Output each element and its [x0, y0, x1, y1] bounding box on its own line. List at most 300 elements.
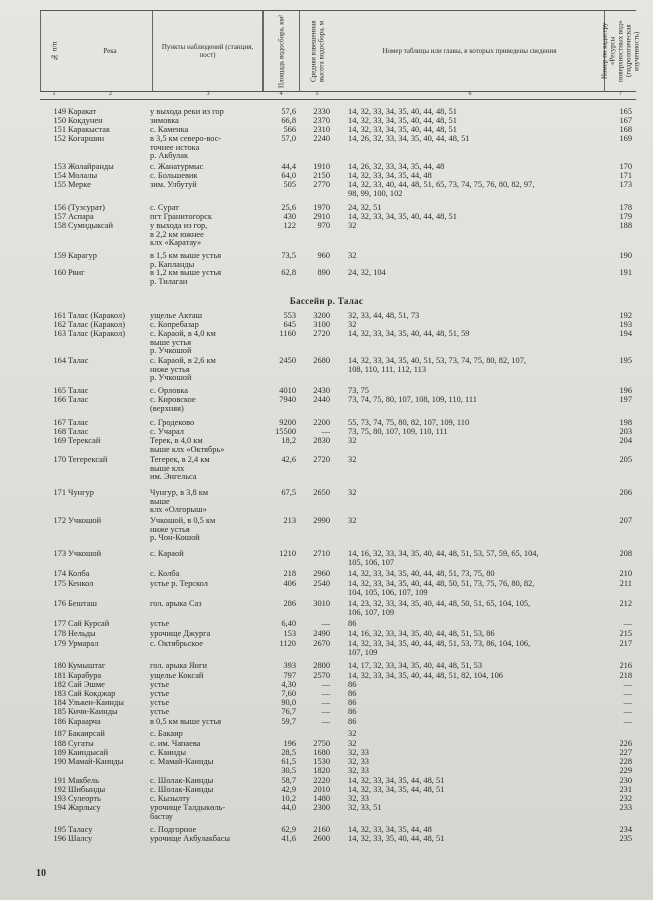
catchment-area: 122 — [283, 221, 296, 230]
cadastre-number: — — [623, 698, 632, 707]
cadastre-number: 208 — [619, 549, 632, 558]
mean-height: 2440 — [313, 395, 330, 404]
river-name: Кумыштаг — [68, 661, 106, 670]
observation-post-line: с. Мамай-Каинды — [150, 757, 214, 766]
reference-line: 106, 107, 109 — [348, 607, 395, 617]
row-number: 183 — [53, 689, 66, 698]
observation-post-line: устье р. Терскол — [150, 579, 208, 588]
observation-post — [150, 269, 262, 286]
observation-post-line: с. Подгорное — [150, 825, 197, 834]
cadastre-number: 168 — [619, 125, 632, 134]
cadastre-number: 230 — [619, 776, 632, 785]
reference-line: 14, 16, 32, 33, 34, 35, 40, 44, 48, 51, 53, 86 — [348, 629, 495, 638]
cadastre-number: — — [623, 680, 632, 689]
reference-numbers — [348, 630, 608, 639]
catchment-area: 62,8 — [281, 268, 296, 277]
mean-height: 2310 — [313, 125, 330, 134]
catchment-area: 196 — [283, 739, 296, 748]
reference-line: 32, 33 — [348, 766, 369, 775]
catchment-area: 42,9 — [281, 785, 296, 794]
reference-line: 32 — [348, 221, 357, 230]
cadastre-number: 229 — [619, 766, 632, 775]
catchment-area: 393 — [283, 661, 296, 670]
row-number: 185 — [53, 707, 66, 716]
reference-numbers — [348, 600, 608, 617]
observation-post — [150, 396, 262, 413]
observation-post-line: ниже устья — [150, 524, 190, 534]
river-name: Сай Эшме — [68, 680, 105, 689]
mean-height: 2910 — [313, 212, 330, 221]
table-header — [40, 10, 641, 92]
observation-post — [150, 181, 262, 190]
reference-line: 32 — [348, 739, 357, 748]
observation-post — [150, 489, 262, 515]
cadastre-number: 235 — [619, 834, 632, 843]
cadastre-number: 170 — [619, 162, 632, 171]
river-name: Талас — [68, 418, 89, 427]
reference-line: 32 — [348, 320, 357, 329]
reference-numbers — [348, 135, 608, 144]
observation-post-line: Чунгур, в 3,8 км — [150, 488, 209, 497]
column-number: 5 — [315, 91, 319, 97]
mean-height: 2010 — [313, 785, 330, 794]
mean-height: 1910 — [313, 162, 330, 171]
cadastre-number: 207 — [619, 516, 632, 525]
row-number: 170 — [53, 455, 66, 464]
observation-post-line: в 1,5 км выше устья — [150, 251, 222, 260]
reference-numbers — [348, 312, 608, 321]
reference-line: 14, 32, 33, 35, 40, 44, 48, 51 — [348, 834, 445, 843]
observation-post-line: выше клх — [150, 463, 185, 473]
page-number: 10 — [36, 868, 46, 879]
mean-height: 2150 — [313, 171, 330, 180]
row-number: 165 — [53, 386, 66, 395]
reference-line: 104, 105, 106, 107, 109 — [348, 587, 428, 597]
row-number: 188 — [53, 739, 66, 748]
observation-post — [150, 835, 262, 844]
mean-height: 2600 — [313, 834, 330, 843]
mean-height: 2720 — [313, 455, 330, 464]
river-name: Бешташ — [68, 599, 97, 608]
row-number: 181 — [53, 671, 66, 680]
mean-height: — — [321, 680, 330, 689]
catchment-area: 64,0 — [281, 171, 296, 180]
mean-height: 2670 — [313, 639, 330, 648]
row-number: 153 — [53, 162, 66, 171]
catchment-area: 61,5 — [281, 757, 296, 766]
catchment-area: 44,0 — [281, 803, 296, 812]
observation-post-line: Учкошой, в 0,5 км — [150, 516, 216, 525]
observation-post — [150, 330, 262, 356]
observation-post-line: в 3,5 км северо-вос- — [150, 134, 222, 143]
river-name: Сай Курсай — [68, 619, 110, 628]
row-number: 192 — [53, 785, 66, 794]
reference-numbers — [348, 222, 608, 231]
catchment-area: 76,7 — [281, 707, 296, 716]
river-name: Жарлысу — [68, 803, 101, 812]
catchment-area: 406 — [283, 579, 296, 588]
reference-line: 14, 32, 33, 34, 35, 44, 48 — [348, 171, 432, 180]
observation-post-line: ущелье Акташ — [150, 311, 203, 320]
row-number: 195 — [53, 825, 66, 834]
header-height: Средняя взвешенная высота водосбора, м — [299, 11, 335, 91]
observation-post-line: точнее истока — [150, 142, 200, 152]
column-number: 2 — [109, 91, 112, 97]
mean-height: 2750 — [313, 739, 330, 748]
river-name: Колба — [68, 569, 90, 578]
mean-height: 2370 — [313, 116, 330, 125]
reference-numbers — [348, 181, 608, 198]
row-number: 180 — [53, 661, 66, 670]
river-name: Талас — [68, 386, 89, 395]
river-name: Жолайранды — [68, 162, 114, 171]
observation-post-line: ущелье Коксай — [150, 671, 204, 680]
reference-line: 32 — [348, 251, 357, 260]
cadastre-number: 203 — [619, 427, 632, 436]
catchment-area: 73,5 — [281, 251, 296, 260]
observation-post-line: с. Сурат — [150, 203, 179, 212]
river-name: Талас — [68, 356, 89, 365]
reference-line: 86 — [348, 707, 357, 716]
row-number: 150 — [53, 116, 66, 125]
river-name: Мамай-Каинды — [68, 757, 124, 766]
row-number: 166 — [53, 395, 66, 404]
cadastre-number: 212 — [619, 599, 632, 608]
river-name: Макбель — [68, 776, 99, 785]
river-name: (Тузсурат) — [68, 203, 105, 212]
reference-line: 32 — [348, 729, 357, 738]
catchment-area: 286 — [283, 599, 296, 608]
observation-post-line: у выхода реки из гор — [150, 107, 224, 116]
catchment-area: 1120 — [279, 639, 296, 648]
reference-numbers — [348, 213, 608, 222]
mean-height: — — [321, 427, 330, 436]
observation-post-line: р. Учкошой — [150, 346, 192, 356]
observation-post-line: устье — [150, 619, 170, 628]
cadastre-number: 232 — [619, 794, 632, 803]
reference-line: 73, 74, 75, 80, 107, 108, 109, 110, 111 — [348, 395, 477, 404]
row-number: 186 — [53, 717, 66, 726]
observation-post-line: с. Караой, в 4,0 км — [150, 329, 216, 338]
reference-numbers — [348, 804, 608, 813]
catchment-area: 505 — [283, 180, 296, 189]
reference-numbers — [348, 252, 608, 261]
reference-numbers — [348, 456, 608, 465]
river-name: Шалсу — [68, 834, 93, 843]
catchment-area: 66,8 — [281, 116, 296, 125]
reference-line: 98, 99, 100, 102 — [348, 188, 403, 198]
row-number: 194 — [53, 803, 66, 812]
observation-post-line: Терек, в 4,0 км — [150, 436, 203, 445]
river-name: Бакаирсай — [68, 729, 105, 738]
observation-post-line: с. Караой — [150, 549, 184, 558]
reference-line: 86 — [348, 680, 357, 689]
row-number: 152 — [53, 134, 66, 143]
cadastre-number: 197 — [619, 395, 632, 404]
mean-height: 2800 — [313, 661, 330, 670]
observation-post-line: в 2,2 км южнее — [150, 229, 204, 239]
observation-post — [150, 135, 262, 161]
catchment-area: 44,4 — [281, 162, 296, 171]
reference-numbers — [348, 835, 608, 844]
observation-post-line: устье — [150, 680, 170, 689]
observation-post — [150, 580, 262, 589]
river-name: Карагур — [68, 251, 97, 260]
row-number: 176 — [53, 599, 66, 608]
mean-height: 2650 — [313, 488, 330, 497]
reference-numbers — [348, 269, 608, 278]
river-name: Таласу — [68, 825, 93, 834]
observation-post-line: устье — [150, 689, 170, 698]
row-number: 154 — [53, 171, 66, 180]
row-number: 167 — [53, 418, 66, 427]
observation-post-line: в 1,2 км выше устья — [150, 268, 222, 277]
reference-line: 32, 33 — [348, 748, 369, 757]
catchment-area: 67,5 — [281, 488, 296, 497]
reference-line: 86 — [348, 619, 357, 628]
river-name: Талас — [68, 427, 89, 436]
observation-post-line: с. Копребазар — [150, 320, 199, 329]
observation-post — [150, 550, 262, 559]
reference-line: 14, 32, 33, 34, 35, 40, 44, 48, 51 — [348, 107, 457, 116]
row-number: 157 — [53, 212, 66, 221]
catchment-area: 4010 — [279, 386, 296, 395]
observation-post-line: р. Чон-Кошой — [150, 533, 200, 543]
catchment-area: 218 — [283, 569, 296, 578]
catchment-area: 90,0 — [281, 698, 296, 707]
reference-line: 73, 75, 80, 107, 109, 110, 111 — [348, 427, 448, 436]
observation-post — [150, 804, 262, 821]
cadastre-number: 179 — [619, 212, 632, 221]
river-name: Улькен-Каинды — [68, 698, 124, 707]
reference-numbers — [348, 620, 608, 629]
cadastre-number: 227 — [619, 748, 632, 757]
reference-numbers — [348, 437, 608, 446]
observation-post — [150, 630, 262, 639]
reference-line: 32 — [348, 436, 357, 445]
observation-post-line: р. Капланды — [150, 259, 195, 269]
observation-post-line: с. Кировское — [150, 395, 196, 404]
reference-line: 32 — [348, 488, 357, 497]
observation-post-line: урочище Талдыкөль- — [150, 803, 226, 812]
cadastre-number: 205 — [619, 455, 632, 464]
cadastre-number: 218 — [619, 671, 632, 680]
observation-post-line: зим. Улбутуй — [150, 180, 197, 189]
row-number: 171 — [53, 488, 66, 497]
reference-numbers — [348, 357, 608, 374]
cadastre-number: 231 — [619, 785, 632, 794]
row-number: 169 — [53, 436, 66, 445]
catchment-area: 10,2 — [281, 794, 296, 803]
cadastre-number: 216 — [619, 661, 632, 670]
reference-line: 14, 32, 33, 34, 35, 40, 44, 48, 51 — [348, 125, 457, 134]
header-area: Площадь водосбора, км² — [263, 11, 299, 91]
reference-line: 14, 32, 33, 34, 35, 44, 48, 51 — [348, 776, 445, 785]
reference-line: 86 — [348, 698, 357, 707]
catchment-area: 28,5 — [281, 748, 296, 757]
reference-numbers — [348, 330, 608, 339]
observation-post-line: пгт Гранитогорск — [150, 212, 212, 221]
catchment-area: 42,6 — [281, 455, 296, 464]
observation-post-line: (верхняя) — [150, 403, 184, 413]
row-number: 151 — [53, 125, 66, 134]
row-number: 168 — [53, 427, 66, 436]
observation-post — [150, 570, 262, 579]
observation-post — [150, 662, 262, 671]
catchment-area: 6,40 — [281, 619, 296, 628]
observation-post — [150, 730, 262, 739]
catchment-area: 1160 — [279, 329, 296, 338]
cadastre-number: 195 — [619, 356, 632, 365]
observation-post — [150, 252, 262, 269]
observation-post-line: с. Жанатурмыс — [150, 162, 204, 171]
observation-post — [150, 758, 262, 767]
cadastre-number: — — [623, 707, 632, 716]
observation-post-line: им. Энгельса — [150, 472, 197, 482]
observation-post-line: с. Каинды — [150, 748, 186, 757]
row-number: 158 — [53, 221, 66, 230]
column-number: 7 — [619, 91, 622, 97]
cadastre-number: 196 — [619, 386, 632, 395]
header-river: Река — [68, 11, 153, 91]
mean-height: — — [321, 707, 330, 716]
mean-height: — — [321, 717, 330, 726]
reference-numbers — [348, 690, 608, 699]
catchment-area: 430 — [283, 212, 296, 221]
cadastre-number: 167 — [619, 116, 632, 125]
cadastre-number: 171 — [619, 171, 632, 180]
catchment-area: 62,9 — [281, 825, 296, 834]
cadastre-number: 228 — [619, 757, 632, 766]
catchment-area: 9200 — [279, 418, 296, 427]
cadastre-number: — — [623, 619, 632, 628]
cadastre-number: 233 — [619, 803, 632, 812]
mean-height: 1480 — [313, 794, 330, 803]
mean-height: — — [321, 689, 330, 698]
cadastre-number: 234 — [619, 825, 632, 834]
column-numbers — [40, 90, 636, 100]
river-name: Сумндыксай — [68, 221, 114, 230]
reference-numbers — [348, 786, 608, 795]
observation-post-line: с. Учарал — [150, 427, 184, 436]
row-number: 196 — [53, 834, 66, 843]
cadastre-number: 204 — [619, 436, 632, 445]
observation-post-line: клх «Каратау» — [150, 238, 202, 248]
cadastre-number: 226 — [619, 739, 632, 748]
observation-post-line: с. Каменка — [150, 125, 189, 134]
river-name: Терексай — [68, 436, 101, 445]
river-name: Когаршин — [68, 134, 105, 143]
reference-line: 14, 32, 33, 34, 35, 44, 48 — [348, 825, 432, 834]
observation-post-line: Тегерек, в 2,4 км — [150, 455, 210, 464]
row-number: 173 — [53, 549, 66, 558]
observation-post — [150, 708, 262, 717]
cadastre-number: 198 — [619, 418, 632, 427]
mean-height: 2540 — [313, 579, 330, 588]
catchment-area: 30,5 — [281, 766, 296, 775]
reference-numbers — [348, 708, 608, 717]
reference-numbers — [348, 428, 608, 437]
reference-line: 32, 33, 44, 48, 51, 73 — [348, 311, 420, 320]
mean-height: 2680 — [313, 356, 330, 365]
river-name: Каракат — [68, 107, 97, 116]
cadastre-number: 206 — [619, 488, 632, 497]
cadastre-number: 165 — [619, 107, 632, 116]
row-number: 161 — [53, 311, 66, 320]
catchment-area: 213 — [283, 516, 296, 525]
row-number: 189 — [53, 748, 66, 757]
observation-post-line: с. Колба — [150, 569, 180, 578]
observation-post-line: с. Орловка — [150, 386, 189, 395]
row-number: 182 — [53, 680, 66, 689]
river-name: Каракыстак — [68, 125, 111, 134]
mean-height: 970 — [317, 221, 330, 230]
section-title: Бассейн р. Талас — [289, 296, 364, 306]
catchment-area: 7940 — [279, 395, 296, 404]
row-number: 193 — [53, 794, 66, 803]
reference-numbers — [348, 517, 608, 526]
observation-post-line: с. Большевик — [150, 171, 198, 180]
reference-numbers — [348, 672, 608, 681]
observation-post-line: с. Гродеково — [150, 418, 195, 427]
reference-line: 32 — [348, 516, 357, 525]
river-name: Сай Кокджар — [68, 689, 116, 698]
observation-post-line: зимовка — [150, 116, 179, 125]
cadastre-number: 173 — [619, 180, 632, 189]
river-name: Кокдунен — [68, 116, 103, 125]
observation-post — [150, 456, 262, 482]
river-name: Талас — [68, 395, 89, 404]
reference-numbers — [348, 550, 608, 567]
reference-line: 86 — [348, 717, 357, 726]
observation-post-line: бастау — [150, 811, 173, 821]
observation-post-line: устье — [150, 698, 170, 707]
row-number: 149 — [53, 107, 66, 116]
observation-post-line: с. Октябрьское — [150, 639, 203, 648]
observation-post-line: у выхода из гор, — [150, 221, 208, 230]
catchment-area: 153 — [283, 629, 296, 638]
row-number: 179 — [53, 639, 66, 648]
catchment-area: 18,2 — [281, 436, 296, 445]
cadastre-number: 193 — [619, 320, 632, 329]
mean-height: 1530 — [313, 757, 330, 766]
mean-height: — — [321, 619, 330, 628]
reference-line: 32, 33, 51 — [348, 803, 382, 812]
reference-line: 14, 32, 33, 34, 35, 40, 44, 48, 51, 59 — [348, 329, 470, 338]
reference-line: 14, 32, 33, 34, 35, 40, 51, 53, 73, 74, 75, 80, 82, 107, — [348, 356, 526, 365]
river-name: Молалы — [68, 171, 98, 180]
header-post: Пункты наблюдений (станция, пост) — [153, 11, 263, 91]
row-number: 174 — [53, 569, 66, 578]
observation-post — [150, 222, 262, 248]
reference-line: 14, 32, 33, 34, 35, 40, 44, 48, 51 — [348, 116, 457, 125]
catchment-area: 566 — [283, 125, 296, 134]
row-number: 155 — [53, 180, 66, 189]
reference-numbers — [348, 662, 608, 671]
mean-height: 1820 — [313, 766, 330, 775]
reference-line: 14, 16, 32, 33, 34, 35, 40, 44, 48, 51, 53, 57, 59, 65, 104, — [348, 549, 539, 558]
mean-height: 2490 — [313, 629, 330, 638]
observation-post — [150, 620, 262, 629]
reference-numbers — [348, 758, 608, 767]
catchment-area: 2450 — [279, 356, 296, 365]
reference-line: 105, 106, 107 — [348, 557, 395, 567]
reference-line: 32, 33 — [348, 757, 369, 766]
observation-post-line: р. Учкошой — [150, 373, 192, 383]
catchment-area: 15500 — [275, 427, 296, 436]
observation-post-line: с. Бакаир — [150, 729, 183, 738]
row-number: 187 — [53, 729, 66, 738]
